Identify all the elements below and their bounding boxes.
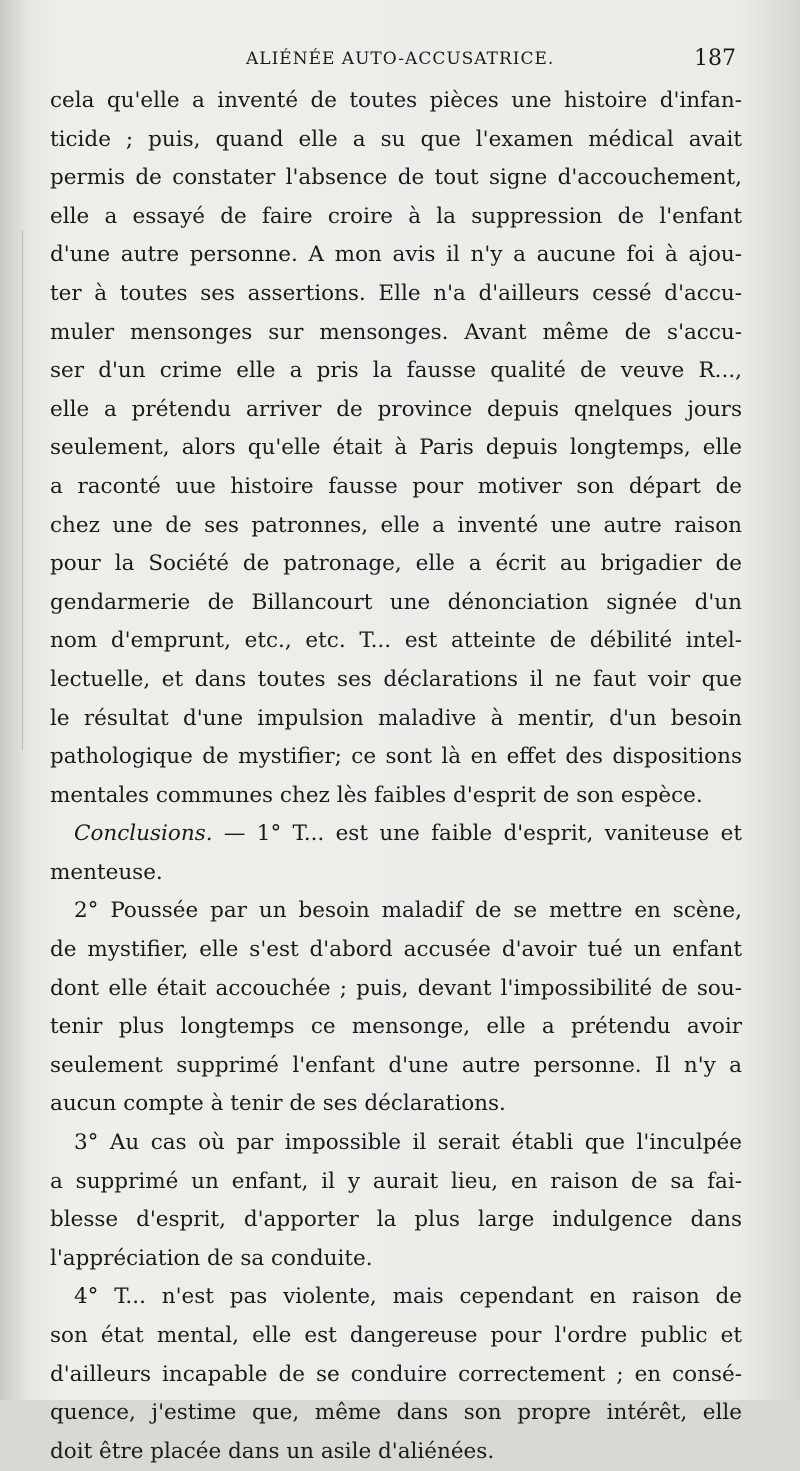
text-line: ter à toutes ses assertions. Elle n'a d'ailleurs cessé d'accu- (50, 280, 742, 306)
text-line: le résultat d'une impulsion maladive à mentir, d'un besoin (50, 705, 742, 731)
running-title: ALIÉNÉE AUTO-ACCUSATRICE. (246, 49, 555, 69)
text-line: elle a essayé de faire croire à la suppression de l'enfant (50, 203, 742, 229)
conclusion-4-line: doit être placée dans un asile d'aliénées. (50, 1438, 495, 1464)
text-line: seulement, alors qu'elle était à Paris depuis longtemps, elle (50, 435, 742, 461)
page-number: 187 (694, 46, 736, 71)
conclusion-3-line: l'appréciation de sa conduite. (50, 1245, 373, 1271)
text-line: a raconté uue histoire fausse pour motiver son départ de (50, 473, 742, 499)
text-line: gendarmerie de Billancourt une dénonciation signée d'un (50, 589, 742, 615)
conclusions-label: Conclusions. (74, 821, 213, 847)
conclusion-2-line: de mystifier, elle s'est d'abord accusée d'avoir tué un enfant (50, 937, 742, 963)
conclusion-3-line: a supprimé un enfant, il y aurait lieu, en raison de sa fai- (50, 1168, 742, 1194)
text-line: elle a prétendu arriver de province depuis qnelques jours (50, 396, 742, 422)
text-line: pour la Société de patronage, elle a écrit au brigadier de (50, 551, 742, 577)
text-line: permis de constater l'absence de tout signe d'accouchement, (50, 165, 742, 191)
text-line: nom d'emprunt, etc., etc. T... est atteinte de débilité intel- (50, 628, 742, 654)
text-line: cela qu'elle a inventé de toutes pièces une histoire d'infan- (50, 88, 742, 113)
conclusion-2-line: dont elle était accouchée ; puis, devant l'impossibilité de sou- (50, 975, 742, 1001)
text-line: pathologique de mystifier; ce sont là en effet des dispositions (50, 744, 742, 770)
conclusion-4-line: 4° T... n'est pas violente, mais cependant en raison de (74, 1284, 742, 1310)
conclusion-2-line: tenir plus longtemps ce mensonge, elle a prétendu avoir (50, 1014, 742, 1040)
conclusion-3-line: blesse d'esprit, d'apporter la plus large indulgence dans (50, 1207, 742, 1233)
text-line: lectuelle, et dans toutes ses déclarations il ne faut voir que (50, 666, 742, 692)
text-line: muler mensonges sur mensonges. Avant même de s'accu- (50, 319, 742, 345)
text-line: ticide ; puis, quand elle a su que l'examen médical avait (50, 126, 742, 152)
body-text (50, 82, 742, 1471)
text-line: mentales communes chez lès faibles d'esprit de son espèce. (50, 782, 703, 808)
conclusion-1-end: menteuse. (50, 859, 163, 885)
conclusion-2-line: seulement supprimé l'enfant d'une autre personne. Il n'y a (50, 1052, 742, 1078)
text-line: ser d'un crime elle a pris la fausse qualité de veuve R..., (50, 358, 742, 384)
conclusion-4-line: d'ailleurs incapable de se conduire correctement ; en consé- (50, 1361, 742, 1387)
conclusion-3-line: 3° Au cas où par impossible il serait établi que l'inculpée (74, 1130, 742, 1156)
conclusion-2-line: 2° Poussée par un besoin maladif de se mettre en scène, (74, 898, 742, 924)
gutter-shadow (22, 230, 23, 750)
conclusion-4-line: quence, j'estime que, même dans son propre intérêt, elle (50, 1400, 742, 1426)
conclusion-1-line (50, 815, 742, 854)
text-line: d'une autre personne. A mon avis il n'y a aucune foi à ajou- (50, 242, 742, 268)
running-head (0, 44, 800, 74)
conclusion-1-text: — 1° T... est une faible d'esprit, vaniteuse et (212, 821, 742, 847)
text-line: chez une de ses patronnes, elle a inventé une autre raison (50, 512, 742, 538)
conclusion-4-line: son état mental, elle est dangereuse pour l'ordre public et (50, 1323, 742, 1348)
conclusion-2-line: aucun compte à tenir de ses déclarations. (50, 1091, 506, 1117)
